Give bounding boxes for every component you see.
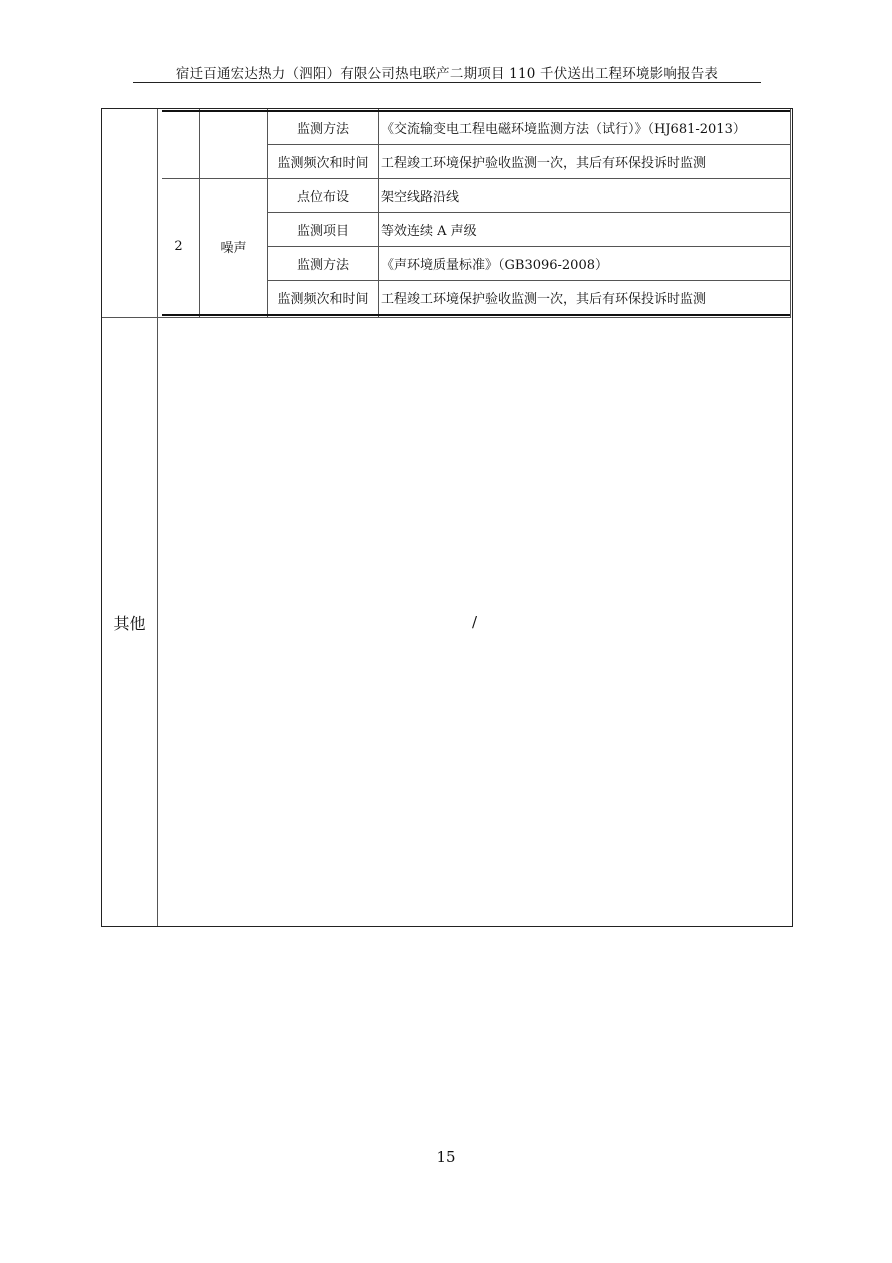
table-cell-item: 点位布设 (296, 190, 349, 205)
table-cell-item: 监测频次和时间 (277, 156, 369, 171)
other-section-label: 其他 (113, 613, 146, 633)
table-cell-number: 2 (174, 239, 183, 254)
table-cell-factor: 噪声 (220, 241, 247, 256)
header-rule (133, 82, 761, 83)
table-cell-item: 监测频次和时间 (277, 292, 369, 307)
table-cell-content: 等效连续 A 声级 (381, 224, 477, 239)
table-cell-content: 工程竣工环境保护验收监测一次，其后有环保投诉时监测 (381, 156, 707, 171)
table-cell-item: 监测项目 (296, 224, 349, 239)
other-section-content: / (471, 613, 478, 631)
table-cell-content: 架空线路沿线 (381, 190, 460, 205)
page-header-title: 宿迁百通宏达热力（泗阳）有限公司热电联产二期项目 110 千伏送出工程环境影响报告表 (175, 66, 719, 82)
table-cell-item: 监测方法 (296, 122, 349, 137)
inner-table-bottom-rule (162, 314, 790, 316)
report-table (101, 108, 793, 927)
page-number: 15 (436, 1148, 456, 1166)
table-cell-content: 《交流输变电工程电磁环境监测方法（试行）》（HJ681-2013） (381, 122, 746, 137)
table-cell-content: 工程竣工环境保护验收监测一次，其后有环保投诉时监测 (381, 292, 707, 307)
table-cell-item: 监测方法 (296, 258, 349, 273)
table-cell-content: 《声环境质量标准》（GB3096-2008） (381, 258, 608, 273)
